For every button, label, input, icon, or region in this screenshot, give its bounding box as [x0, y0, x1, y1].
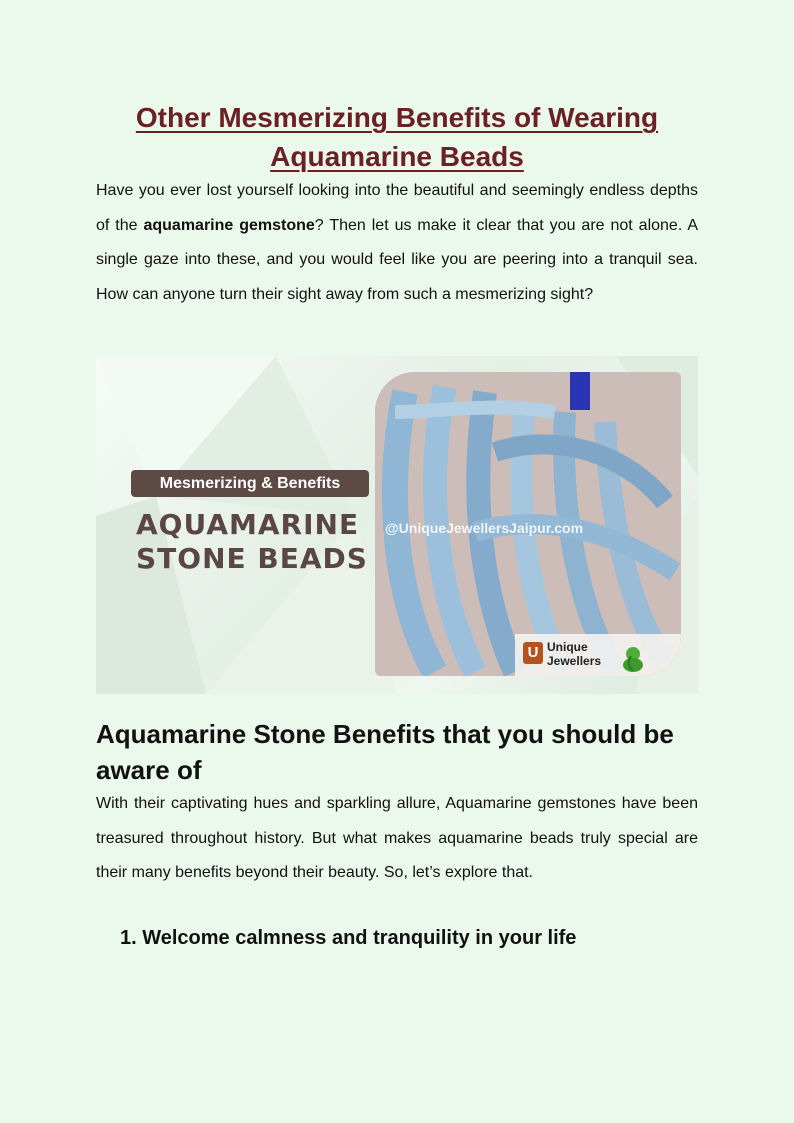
- logo-line-1: Unique: [547, 640, 588, 654]
- list-item-heading-1: 1. Welcome calmness and tranquility in your life: [120, 927, 577, 949]
- ganesha-icon: [619, 644, 647, 672]
- intro-paragraph: [96, 174, 698, 312]
- banner-heading-line-2: STONE BEADS: [136, 542, 368, 575]
- logo-line-2: Jewellers: [547, 654, 602, 668]
- banner-heading-line-1: AQUAMARINE: [136, 508, 360, 541]
- section-paragraph: With their captivating hues and sparkling allure, Aquamarine gemstones have been treasured throughout history. But what makes aquamarine beads truly special are their many benefits beyond their beauty. So, let’s explore that.: [96, 795, 698, 881]
- intro-bold-term: aquamarine gemstone: [143, 216, 315, 234]
- intro-text-start: Have you ever lost yourself looking into the beautiful and seemingly endless depths of the: [96, 182, 698, 234]
- section-heading: Aquamarine Stone Benefits that you should be aware of: [96, 719, 674, 785]
- banner-pill: Mesmerizing & Benefits: [131, 470, 369, 497]
- jeweller-logo-text: [547, 640, 601, 668]
- beads-photo: [375, 372, 681, 676]
- intro-text-end: ? Then let us make it clear that you are not alone. A single gaze into these, and you would feel like you are peering into a tranquil sea. How can anyone turn their sight away from such a mesmerizing sight?: [96, 216, 698, 303]
- aquamarine-banner-image: [96, 356, 698, 694]
- page-title: [96, 98, 698, 176]
- banner-watermark: @UniqueJewellersJaipur.com: [385, 520, 584, 536]
- title-line-1: Other Mesmerizing Benefits of Wearing: [135, 102, 659, 133]
- title-line-2: Aquamarine Beads: [270, 141, 524, 172]
- jeweller-logo-mark: U: [523, 642, 543, 664]
